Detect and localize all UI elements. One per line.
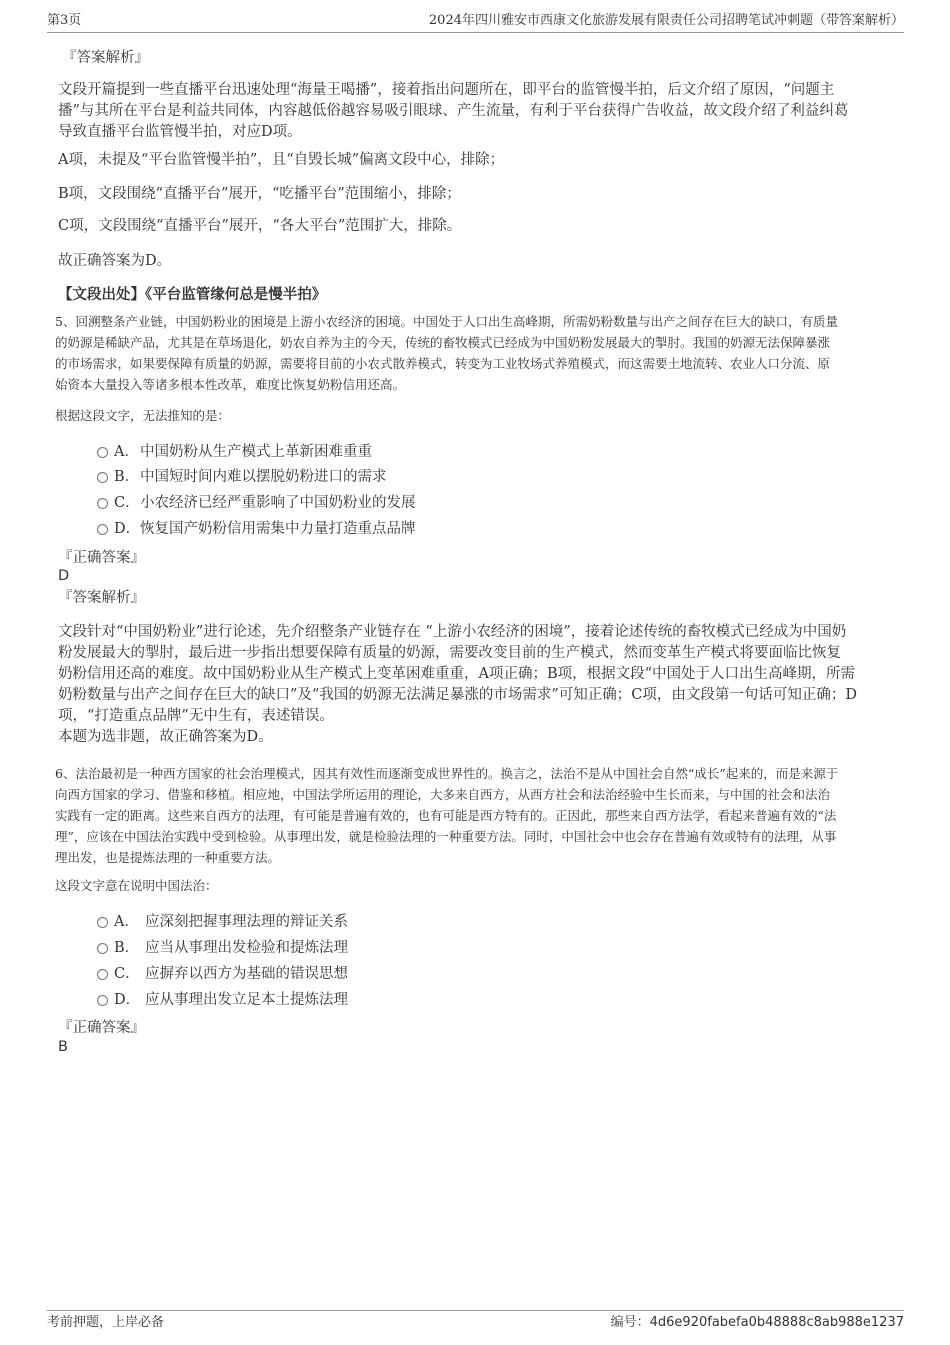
option-text: 应摒弃以西方为基础的错误思想 — [145, 966, 348, 982]
option-letter: A． — [114, 914, 139, 930]
q4-conclusion: 故正确答案为D。 — [58, 253, 172, 269]
q6-correct-label: 『正确答案』 — [58, 1020, 145, 1036]
q4-analysis-label: 『答案解析』 — [62, 50, 149, 66]
page-header — [47, 12, 904, 33]
option-text: 中国短时间内难以摆脱奶粉进口的需求 — [140, 469, 387, 485]
q6-stem-line: 理”，应该在中国法治实践中受到检验。从事理出发，就是检验法理的一种重要方法。同时，中国社会中也会存在普遍有效或特有的法理，从事 — [55, 829, 837, 844]
q5-question: 根据这段文字，无法推知的是： — [55, 408, 231, 423]
footer-slogan: 考前押题，上岸必备 — [47, 1315, 165, 1330]
q4-source: 【文段出处】《平台监管缘何总是慢半拍》 — [58, 286, 327, 303]
q4-analysis-line: 文段开篇提到一些直播平台迅速处理“海量王喝播”，接着指出问题所在，即平台的监管慢半拍，后文介绍了原因，“问题主 — [58, 82, 835, 98]
q4-analysis-line: 导致直播平台监管慢半拍，对应D项。 — [58, 124, 302, 140]
q4-option-note-c: C项，文段围绕“直播平台”展开，“各大平台”范围扩大，排除。 — [58, 218, 462, 234]
option-letter: D． — [114, 992, 141, 1008]
option-text: 应当从事理出发检验和提炼法理 — [145, 940, 348, 956]
q6-stem-line: 向西方国家的学习、借鉴和移植。相应地，中国法学所运用的理论，大多来自西方，从西方社会和法治经验中生长而来，与中国的社会和法治 — [55, 787, 831, 802]
document-title: 2024年四川雅安市西康文化旅游发展有限责任公司招聘笔试冲刺题（带答案解析） — [428, 13, 904, 28]
radio-button-icon[interactable] — [97, 969, 108, 980]
q5-analysis-line: 粉发展最大的掣肘，最后进一步指出想要保障有质量的奶源，需要改变目前的生产模式，然而变革生产模式将要面临比恢复 — [58, 645, 841, 661]
option-letter: C． — [114, 495, 140, 511]
option-letter: B． — [114, 940, 140, 956]
option-text: 中国奶粉从生产模式上革新困难重重 — [140, 444, 372, 460]
q6-stem-line: 实践有一定的距离。这些来自西方的法理，有可能是普遍有效的，也有可能是西方特有的。正因此，那些来自西方法学，看起来普遍有效的“法 — [55, 808, 837, 823]
radio-button-icon[interactable] — [97, 447, 108, 458]
q4-option-note-b: B项，文段围绕“直播平台”展开，“吃播平台”范围缩小，排除； — [58, 186, 461, 202]
radio-button-icon[interactable] — [97, 995, 108, 1006]
option-letter: B． — [114, 469, 140, 485]
option-text: 应从事理出发立足本土提炼法理 — [145, 992, 348, 1008]
q5-stem-line: 的奶源是稀缺产品，尤其是在草场退化，奶农自养为主的今天，传统的畜牧模式已经成为中国奶粉发展最大的掣肘。我国的奶源无法保障暴涨 — [55, 335, 831, 350]
option-letter: C． — [114, 966, 140, 982]
radio-button-icon[interactable] — [97, 498, 108, 509]
q5-analysis-line: 项，“打造重点品牌”无中生有，表述错误。 — [58, 708, 334, 724]
page-number: 第3页 — [47, 13, 82, 28]
q6-correct-answer: B — [58, 1039, 68, 1055]
q5-stem-line: 5、回溯整条产业链，中国奶粉业的困境是上游小农经济的困境。中国处于人口出生高峰期，所需奶粉数量与出产之间存在巨大的缺口，有质量 — [55, 314, 838, 329]
q6-question: 这段文字意在说明中国法治： — [55, 878, 218, 893]
q5-conclusion: 本题为选非题，故正确答案为D。 — [58, 729, 273, 745]
q5-stem — [55, 311, 905, 395]
q5-analysis-paragraph — [58, 622, 898, 727]
radio-button-icon[interactable] — [97, 917, 108, 928]
option-text: 小农经济已经严重影响了中国奶粉业的发展 — [140, 495, 416, 511]
q4-option-note-a: A项，未提及“平台监管慢半拍”，且“自毁长城”偏离文段中心，排除； — [58, 152, 505, 168]
q5-analysis-line: 文段针对“中国奶粉业”进行论述，先介绍整条产业链存在 “上游小农经济的困境”，接着论述传统的畜牧模式已经成为中国奶 — [58, 624, 847, 640]
q5-stem-line: 的市场需求，如果要保障有质量的奶源，需要将目前的小农式散养模式，转变为工业牧场式养殖模式，而这需要土地流转、农业人口分流、原 — [55, 356, 831, 371]
q5-stem-line: 始资本大量投入等诸多根本性改革，难度比恢复奶粉信用还高。 — [55, 377, 406, 392]
q4-analysis-paragraph — [58, 80, 898, 143]
q5-correct-label: 『正确答案』 — [58, 550, 145, 566]
radio-button-icon[interactable] — [97, 943, 108, 954]
option-text: 恢复国产奶粉信用需集中力量打造重点品牌 — [140, 521, 416, 537]
q5-analysis-label: 『答案解析』 — [58, 590, 145, 606]
q6-stem — [55, 763, 905, 868]
radio-button-icon[interactable] — [97, 472, 108, 483]
q5-analysis-line: 奶粉数量与出产之间存在巨大的缺口”及“我国的奶源无法满足暴涨的市场需求”可知正确；C项，由文段第一句话可知正确；D — [58, 687, 857, 703]
q5-analysis-line: 奶粉信用还高的难度。故中国奶粉业从生产模式上变革困难重重，A项正确；B项，根据文段“中国处于人口出生高峰期，所需 — [58, 666, 856, 682]
option-text: 应深刻把握事理法理的辩证关系 — [145, 914, 348, 930]
footer-serial: 编号：4d6e920fabefa0b48888c8ab988e1237 — [610, 1315, 904, 1330]
q5-correct-answer: D — [58, 568, 70, 584]
radio-button-icon[interactable] — [97, 524, 108, 535]
q6-stem-line: 6、法治最初是一种西方国家的社会治理模式，因其有效性而逐渐变成世界性的。换言之，法治不是从中国社会自然“成长”起来的，而是来源于 — [55, 766, 839, 781]
option-letter: A． — [114, 444, 139, 460]
q4-analysis-line: 播”与其所在平台是利益共同体，内容越低俗越容易吸引眼球、产生流量，有利于平台获得广告收益，故文段介绍了利益纠葛 — [58, 103, 849, 119]
option-letter: D． — [114, 521, 141, 537]
page-footer — [47, 1310, 904, 1331]
q6-stem-line: 理出发，也是提炼法理的一种重要方法。 — [55, 850, 281, 865]
